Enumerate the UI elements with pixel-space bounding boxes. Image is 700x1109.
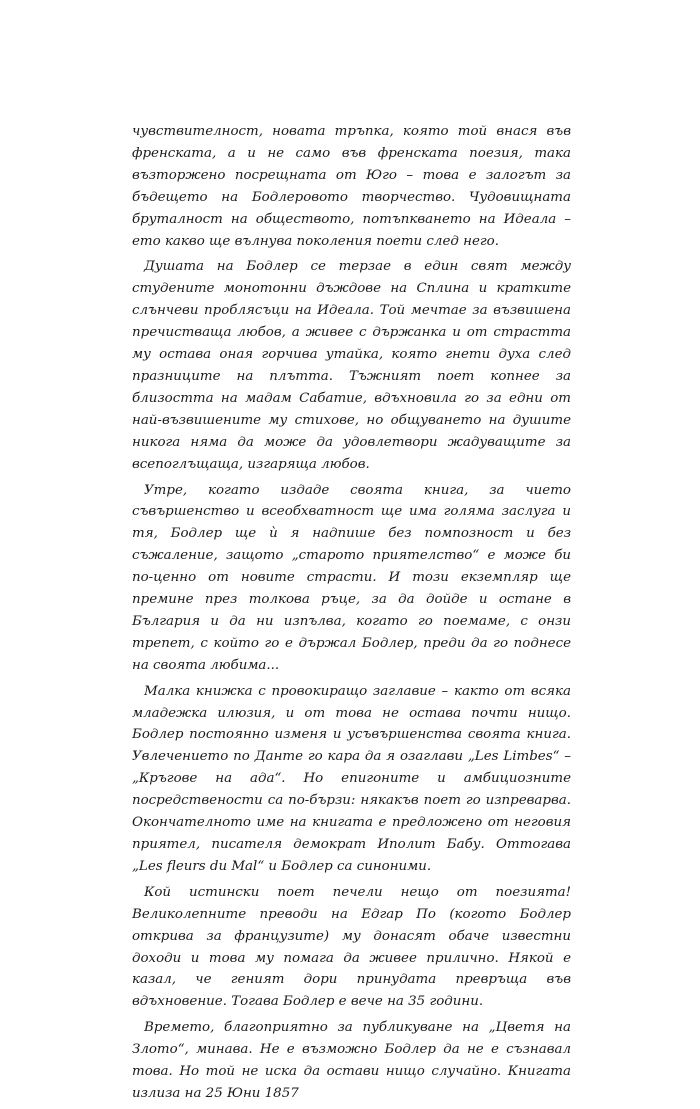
paragraph-6: Времето, благоприятно за публикуване на „Цветя на Злото“, минава. Не е възможно Бодлер да не е съзнавал това. Но той не иска да остави нищо случайно. Книгата излиза на 25 Юни 1857 bbox=[132, 1020, 571, 1101]
paragraph-2: Душата на Бодлер се терзае в един свят между студените монотонни дъждове на Сплина и кратките слънчеви проблясъци на Идеала. Той мечтае за възвишена пречистваща любов, а живее с държанка и от страстта му остава оная горчива утайка, която гнети духа след празниците на плътта. Тъжният поет копнее за близостта на мадам Сабатие, вдъхновила го за едни от най-възвишените му стихове, но общуването на душите никога няма да може да удовлетвори жадуващите за всепоглъщаща, изгаряща любов. bbox=[132, 259, 571, 472]
paragraph-4: Малка книжка с провокиращо заглавие – както от всяка младежка илюзия, и от това не остава почти нищо. Бодлер постоянно изменя и усъвършенства своята книга. Увлечението по Данте го кара да я озаглави „Les Limbes“ – „Кръгове на ада“. Но епигоните и амбициозните посредствености са по-бързи: някакъв поет го изпреварва. Окончателното име на книгата е предложено от неговия приятел, писателя демократ Иполит Бабу. Оттогава „Les fleurs du Mal“ и Бодлер са синоними. bbox=[132, 683, 571, 874]
body-text bbox=[132, 121, 571, 1109]
paragraph-3: Утре, когато издаде своята книга, за чието съвършенство и всеобхватност ще има голяма заслуга и тя, Бодлер ще ѝ я надпише без помпозност и без съжаление, защото „старото приятелство“ е може би по-ценно от новите страсти. И този екземпляр ще премине през толкова ръце, за да дойде и остане в България и да ни изпълва, когато го поемаме, с онзи трепет, с който го е държал Бодлер, преди да го поднесе на своята любима... bbox=[132, 482, 571, 673]
paragraph-5: Кой истински поет печели нещо от поезията! Великолепните преводи на Едгар По (когото Бодлер открива за французите) му донасят обаче известни доходи и това му помага да живее прилично. Някой е казал, че геният дори принудата превръща във вдъхновение. Тогава Бодлер е вече на 35 години. bbox=[132, 884, 571, 1010]
paragraph-1: чувствителност, новата тръпка, която той внася във френската, а и не само във френската поезия, така възторжено посрещната от Юго – това е залогът за бъдещето на Бодлеровото творчество. Чудовищната бруталност на обществото, потъпкването на Идеала – ето какво ще вълнува поколения поети след него. bbox=[132, 124, 571, 249]
